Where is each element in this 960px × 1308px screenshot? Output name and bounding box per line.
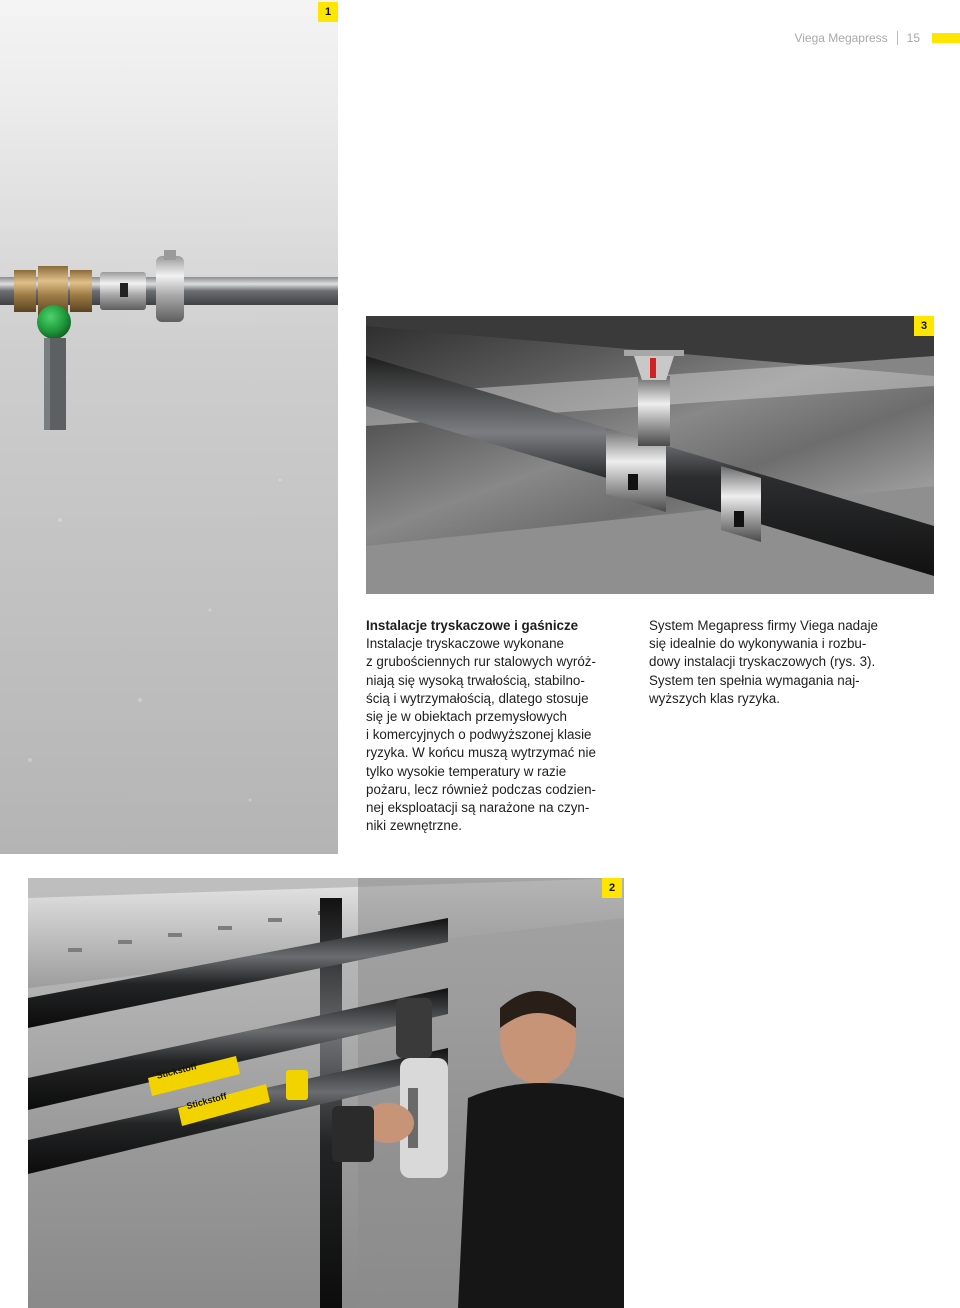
article-column-left — [366, 617, 636, 835]
pipe-valve-illustration — [0, 0, 338, 854]
clamp-screw — [164, 250, 176, 260]
fitting-marker — [628, 474, 638, 490]
article-paragraph-right: System Megapress firmy Viega nadaje się idealnie do wykonywania i rozbu- dowy instalacji tryskaczowych (rys. 3). System ten spełnia wymagania naj- wyższych klas ryzyka. — [649, 618, 878, 706]
pipe-clamp — [156, 256, 184, 322]
photo-worker-press-tool — [28, 878, 624, 1308]
header-title: Viega Megapress — [794, 31, 888, 45]
green-valve-knob — [37, 305, 71, 339]
article-heading: Instalacje tryskaczowe i gaśnicze — [366, 618, 579, 633]
figure-badge-3: 3 — [914, 316, 934, 336]
yellow-bracket — [286, 1070, 308, 1100]
page-header — [794, 30, 960, 46]
stickstoff-label-text-2: Stickstoff — [185, 1090, 228, 1112]
wall-texture — [28, 479, 282, 802]
worker-illustration — [28, 878, 624, 1308]
press-coupling — [721, 466, 761, 542]
brass-fitting — [14, 270, 36, 312]
figure-badge-1: 1 — [318, 2, 338, 22]
article-paragraph-left: Instalacje tryskaczowe wykonane z grubościennych rur stalowych wyróż- niają się wysoką trwałością, stabilno- ścią i wytrzymałością, dlatego stosuje się je w obiektach przemysłowych i komercyjnych o podwyższonej klasie ryzyka. W końcu muszą wytrzymać nie tylko wysokie temperatury w razie pożaru, lecz również podczas codzien- nej eksploatacji są narażone na czyn- niki zewnętrzne. — [366, 636, 596, 834]
photo-sprinkler — [366, 316, 934, 594]
sprinkler-illustration — [366, 316, 934, 594]
worker-shirt — [458, 1083, 624, 1308]
article-column-right — [649, 617, 934, 708]
header-divider — [897, 31, 898, 45]
stickstoff-label-text-1: Stickstoff — [155, 1061, 198, 1081]
brand-accent-bar — [932, 33, 960, 43]
press-jaw — [396, 998, 432, 1058]
brass-fitting — [70, 270, 92, 312]
figure-badge-2: 2 — [602, 878, 622, 898]
page-number: 15 — [906, 31, 920, 45]
sprinkler-bulb — [650, 358, 656, 378]
sprinkler-body — [638, 376, 670, 446]
press-marker — [120, 283, 128, 297]
sprinkler-deflector — [624, 350, 684, 356]
photo-pipe-valve — [0, 0, 338, 854]
lever-highlight — [44, 338, 50, 430]
fitting-marker — [734, 511, 744, 527]
battery-tool — [332, 1106, 374, 1162]
